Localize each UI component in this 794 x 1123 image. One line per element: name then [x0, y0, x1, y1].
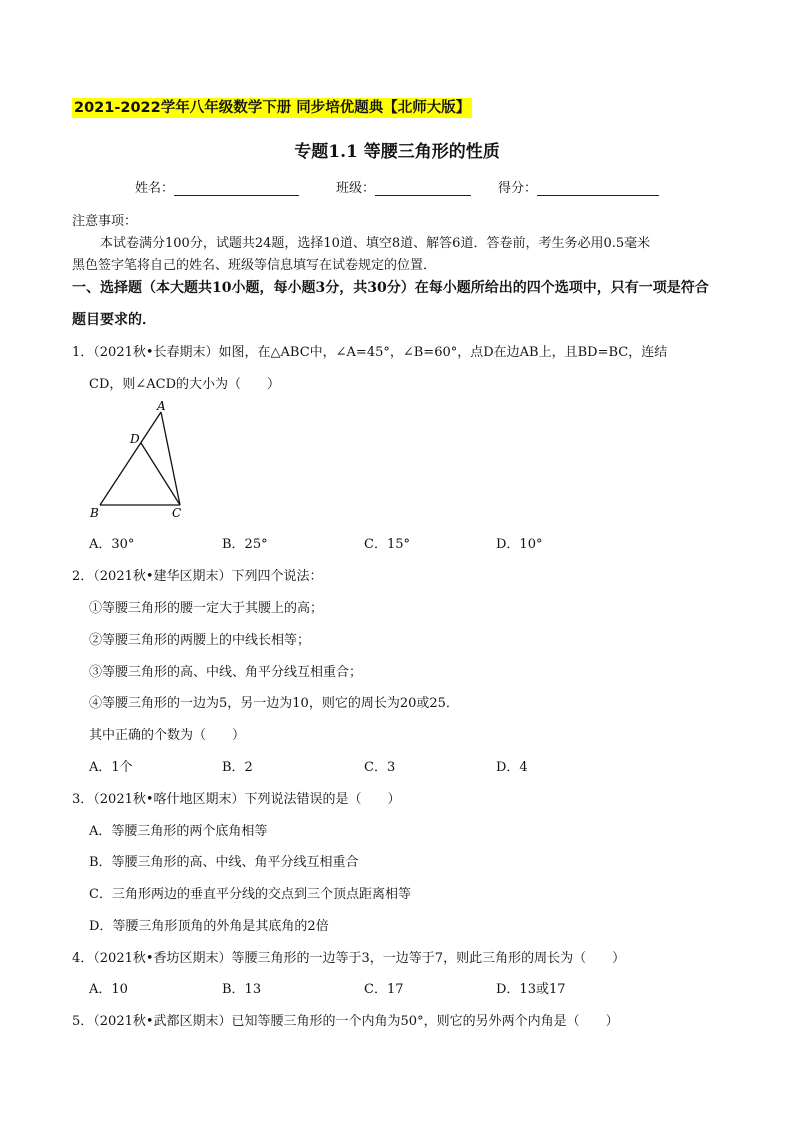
q1-triangle-figure — [85, 395, 195, 525]
q2-option-d[interactable]: D．4 — [496, 760, 528, 775]
q4-option-b[interactable]: B．13 — [222, 982, 262, 997]
q1-option-c[interactable]: C．15° — [364, 537, 410, 552]
vertex-b-label: B — [90, 506, 99, 520]
notice-line-2: 黑色签字笔将自己的姓名、班级等信息填写在试卷规定的位置． — [72, 258, 437, 273]
score-blank[interactable] — [537, 181, 659, 196]
q3-stem: 3．（2021秋•喀什地区期末）下列说法错误的是（ ） — [72, 792, 401, 807]
q1-stem-line-2: CD，则∠ACD的大小为（ ） — [89, 377, 281, 392]
q5-stem: 5．（2021秋•武都区期末）已知等腰三角形的一个内角为50°，则它的另外两个内角是（ ） — [72, 1014, 619, 1029]
q4-option-d[interactable]: D．13或17 — [496, 982, 566, 997]
class-blank[interactable] — [375, 181, 471, 196]
q2-statement-4: ④等腰三角形的一边为5，另一边为10，则它的周长为20或25． — [89, 696, 459, 711]
q2-option-a[interactable]: A．1个 — [89, 760, 133, 775]
q2-ask: 其中正确的个数为（ ） — [89, 728, 246, 743]
q3-option-d[interactable]: D．等腰三角形顶角的外角是其底角的2倍 — [89, 919, 329, 934]
q3-option-a[interactable]: A．等腰三角形的两个底角相等 — [89, 824, 268, 839]
notice-heading: 注意事项： — [72, 214, 138, 229]
q2-statement-2: ②等腰三角形的两腰上的中线长相等； — [89, 633, 311, 648]
class-label: 班级： — [336, 181, 376, 196]
name-label: 姓名： — [135, 181, 175, 196]
q4-stem: 4．（2021秋•香坊区期末）等腰三角形的一边等于3，一边等于7，则此三角形的周长为（ ） — [72, 951, 626, 966]
q1-option-d[interactable]: D．10° — [496, 537, 543, 552]
q3-option-b[interactable]: B．等腰三角形的高、中线、角平分线互相重合 — [89, 855, 359, 870]
section-heading-line-1: 一、选择题（本大题共10小题，每小题3分，共30分）在每小题所给出的四个选项中，只有一项是符合 — [72, 280, 709, 296]
name-blank[interactable] — [174, 181, 299, 196]
q3-option-c[interactable]: C．三角形两边的垂直平分线的交点到三个顶点距离相等 — [89, 887, 411, 902]
vertex-c-label: C — [172, 506, 182, 520]
q4-option-c[interactable]: C．17 — [364, 982, 404, 997]
q2-statement-3: ③等腰三角形的高、中线、角平分线互相重合； — [89, 665, 363, 680]
q1-option-b[interactable]: B．25° — [222, 537, 268, 552]
q1-stem-line-1: 1．（2021秋•长春期末）如图，在△ABC中，∠A=45°，∠B=60°，点D在边AB上，且BD=BC，连结 — [72, 345, 668, 360]
notice-line-1: 本试卷满分100分，试题共24题，选择10道、填空8道、解答6道．答卷前，考生务必用0.5毫米 — [100, 236, 651, 251]
side-ab — [100, 412, 161, 505]
vertex-a-label: A — [157, 399, 166, 413]
q4-option-a[interactable]: A．10 — [89, 982, 128, 997]
q2-statement-1: ①等腰三角形的腰一定大于其腰上的高； — [89, 601, 324, 616]
series-header: 2021-2022学年八年级数学下册 同步培优题典【北师大版】 — [74, 100, 471, 116]
score-field — [498, 177, 659, 196]
q1-option-a[interactable]: A．30° — [89, 537, 135, 552]
section-heading-line-2: 题目要求的． — [72, 312, 156, 328]
class-field — [336, 177, 471, 196]
q2-stem: 2．（2021秋•建华区期末）下列四个说法： — [72, 569, 323, 584]
page-title: 专题1.1 等腰三角形的性质 — [294, 142, 500, 162]
q2-option-b[interactable]: B．2 — [222, 760, 253, 775]
q2-option-c[interactable]: C．3 — [364, 760, 396, 775]
point-d-label: D — [130, 432, 140, 446]
name-field — [135, 177, 299, 196]
score-label: 得分： — [498, 181, 538, 196]
